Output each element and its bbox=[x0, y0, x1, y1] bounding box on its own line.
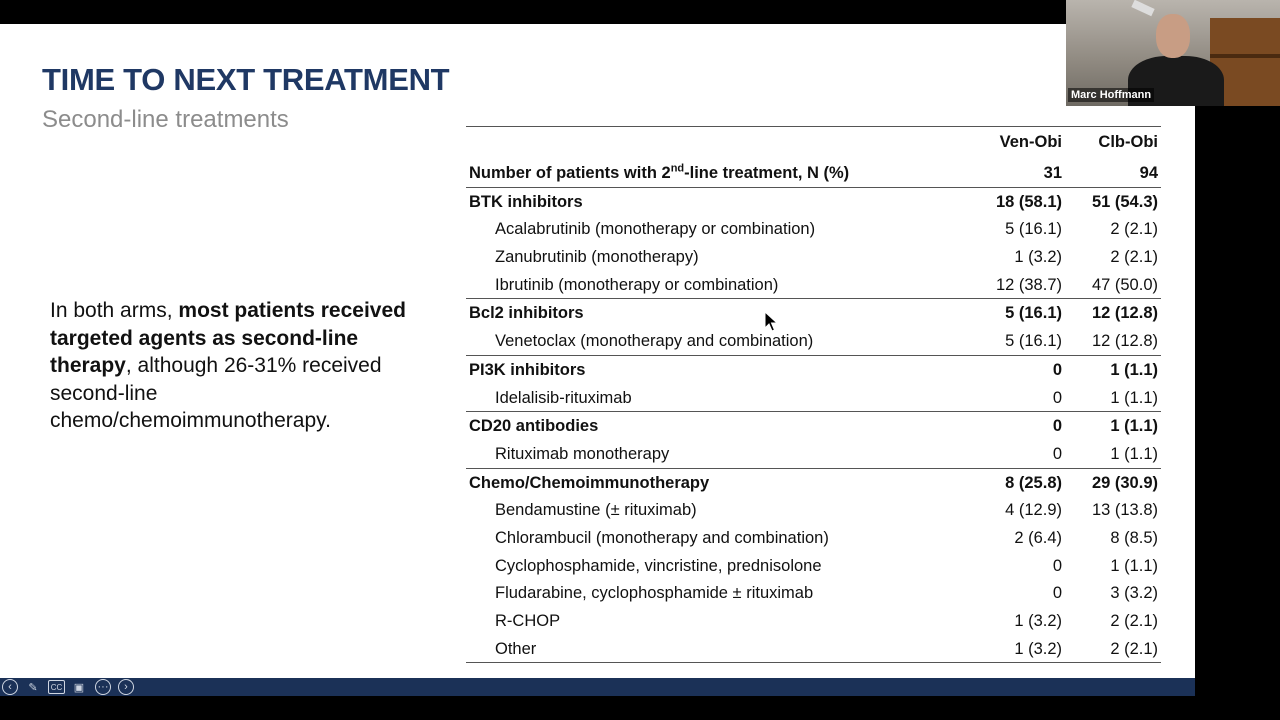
mouse-cursor-icon bbox=[764, 311, 778, 333]
row-col2: 2 (2.1) bbox=[1110, 220, 1158, 239]
row-col2: 1 (1.1) bbox=[1110, 417, 1158, 436]
row-col1: 1 (3.2) bbox=[1014, 639, 1062, 658]
row-col2: 1 (1.1) bbox=[1110, 556, 1158, 575]
table-row bbox=[466, 440, 1161, 468]
slide-subtitle: Second-line treatments bbox=[42, 106, 289, 133]
n-row-label-post: -line treatment, N (%) bbox=[684, 164, 850, 182]
row-col2: 8 (8.5) bbox=[1110, 528, 1158, 547]
presentation-slide bbox=[0, 24, 1195, 678]
row-col1: 0 bbox=[1052, 584, 1062, 603]
row-col1: 5 (16.1) bbox=[1005, 304, 1062, 323]
participant-name: Marc Hoffmann bbox=[1068, 88, 1154, 102]
row-label: Zanubrutinib (monotherapy) bbox=[495, 248, 699, 267]
captions-icon[interactable]: CC bbox=[48, 680, 65, 694]
row-col1: 0 bbox=[1052, 388, 1062, 407]
webcam-background-lamp bbox=[1131, 0, 1154, 16]
treatment-table bbox=[466, 126, 1161, 663]
row-label: BTK inhibitors bbox=[469, 192, 583, 211]
table-row bbox=[466, 355, 1161, 384]
slide-summary-text bbox=[50, 297, 410, 435]
row-col1: 18 (58.1) bbox=[995, 192, 1062, 211]
col-header-clb-obi: Clb-Obi bbox=[1098, 133, 1158, 151]
row-col1: 1 (3.2) bbox=[1014, 612, 1062, 630]
row-col2: 12 (12.8) bbox=[1091, 332, 1158, 351]
row-col1: 12 (38.7) bbox=[995, 275, 1062, 294]
webcam-person-head bbox=[1156, 14, 1190, 58]
row-label: Ibrutinib (monotherapy or combination) bbox=[495, 275, 779, 294]
previous-icon[interactable]: ‹ bbox=[2, 679, 18, 695]
table-header-row bbox=[466, 127, 1161, 159]
table-row bbox=[466, 327, 1161, 355]
row-label: Cyclophosphamide, vincristine, prednisolone bbox=[495, 556, 822, 575]
pen-icon[interactable]: ✎ bbox=[28, 681, 38, 694]
table-row bbox=[466, 298, 1161, 327]
row-label: Other bbox=[495, 639, 537, 658]
row-label: Bcl2 inhibitors bbox=[469, 304, 584, 323]
row-label: Rituximab monotherapy bbox=[495, 444, 670, 463]
row-label: Bendamustine (± rituximab) bbox=[495, 501, 697, 520]
webcam-video bbox=[1066, 0, 1280, 106]
row-col2: 1 (1.1) bbox=[1110, 444, 1158, 463]
table-row bbox=[466, 552, 1161, 580]
row-label: CD20 antibodies bbox=[469, 417, 599, 436]
summary-post: , although 26-31% received second-line chemo/chemoimmunotherapy. bbox=[50, 354, 382, 432]
webcam-background-shelf-edge bbox=[1210, 54, 1280, 58]
summary-bold: most patients received targeted agents as second-line therapy bbox=[50, 299, 406, 377]
n-row-label-pre: Number of patients with 2 bbox=[469, 164, 671, 182]
row-col2: 2 (2.1) bbox=[1110, 639, 1158, 658]
table-row bbox=[466, 271, 1161, 299]
table-row bbox=[466, 496, 1161, 524]
n-row-col1: 31 bbox=[1043, 164, 1062, 182]
slide-title: TIME TO NEXT TREATMENT bbox=[42, 62, 450, 97]
table-row bbox=[466, 243, 1161, 271]
row-col1: 4 (12.9) bbox=[1005, 501, 1062, 520]
n-row-label-sup: nd bbox=[670, 162, 685, 175]
row-label: Idelalisib-rituximab bbox=[495, 388, 632, 407]
row-col2: 1 (1.1) bbox=[1110, 360, 1158, 379]
table-row bbox=[466, 187, 1161, 216]
n-row-label bbox=[469, 164, 849, 183]
table-row bbox=[466, 215, 1161, 243]
col-header-ven-obi: Ven-Obi bbox=[999, 133, 1062, 151]
row-col2: 13 (13.8) bbox=[1091, 501, 1158, 520]
table-row bbox=[466, 607, 1161, 635]
table-row bbox=[466, 468, 1161, 497]
row-label: PI3K inhibitors bbox=[469, 360, 586, 379]
next-icon[interactable]: › bbox=[118, 679, 134, 695]
summary-pre: In both arms, bbox=[50, 299, 179, 322]
row-col2: 1 (1.1) bbox=[1110, 388, 1158, 407]
table-row bbox=[466, 579, 1161, 607]
row-col1: 1 (3.2) bbox=[1014, 248, 1062, 267]
row-col1: 2 (6.4) bbox=[1014, 528, 1062, 547]
row-col2: 29 (30.9) bbox=[1091, 473, 1158, 492]
table-row bbox=[466, 635, 1161, 664]
row-label: Chemo/Chemoimmunotherapy bbox=[469, 473, 710, 492]
row-label: Fludarabine, cyclophosphamide ± rituximab bbox=[495, 584, 814, 603]
row-col1: 0 bbox=[1052, 417, 1062, 436]
more-icon[interactable]: ··· bbox=[95, 679, 111, 695]
row-col1: 8 (25.8) bbox=[1005, 473, 1062, 492]
row-col1: 0 bbox=[1052, 556, 1062, 575]
row-col2: 2 (2.1) bbox=[1110, 612, 1158, 630]
table-row bbox=[466, 411, 1161, 440]
row-label: Chlorambucil (monotherapy and combination) bbox=[495, 528, 829, 547]
slideshow-toolbar bbox=[0, 678, 1195, 696]
row-col2: 51 (54.3) bbox=[1091, 192, 1158, 211]
row-col1: 0 bbox=[1052, 444, 1062, 463]
table-row bbox=[466, 524, 1161, 552]
row-col2: 3 (3.2) bbox=[1110, 584, 1158, 603]
n-row-col2: 94 bbox=[1139, 164, 1158, 182]
row-label: Acalabrutinib (monotherapy or combination) bbox=[495, 220, 816, 239]
table-row bbox=[466, 384, 1161, 412]
camera-icon[interactable]: ▣ bbox=[73, 681, 85, 694]
row-col1: 5 (16.1) bbox=[1005, 332, 1062, 351]
row-col2: 47 (50.0) bbox=[1091, 275, 1158, 294]
row-col2: 2 (2.1) bbox=[1110, 248, 1158, 267]
row-label: Venetoclax (monotherapy and combination) bbox=[495, 332, 814, 351]
table-n-row bbox=[466, 159, 1161, 187]
row-col2: 12 (12.8) bbox=[1091, 304, 1158, 323]
row-col1: 0 bbox=[1052, 360, 1062, 379]
row-label: R-CHOP bbox=[495, 612, 561, 630]
row-col1: 5 (16.1) bbox=[1005, 220, 1062, 239]
